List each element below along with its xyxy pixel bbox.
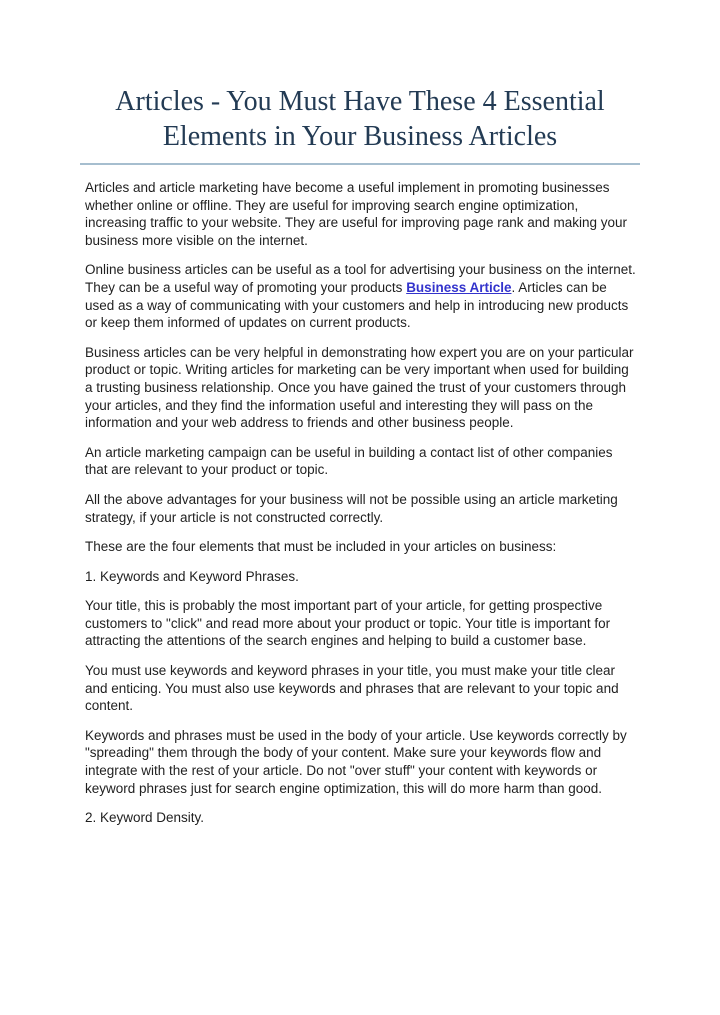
list-item-1-keywords-heading: 1. Keywords and Keyword Phrases. <box>85 568 299 584</box>
paragraph-contact-list: An article marketing campaign can be useful in building a contact list of other companies that are relevant to your product or topic. <box>85 444 613 478</box>
paragraph-keywords-in-title: You must use keywords and keyword phrases in your title, you must make your title clear and enticing. You must also use keywords and phrases that are relevant to your topic and content. <box>85 663 619 714</box>
title-divider <box>80 163 640 165</box>
paragraph-intro: Articles and article marketing have become a useful implement in promoting businesses whether online or offline. They are useful for improving search engine optimization, increasing traffic to your website. They are useful for improving page rank and making your business more visible on the internet. <box>85 180 628 248</box>
page-title: Articles - You Must Have These 4 Essential Elements in Your Business Articles <box>115 86 605 152</box>
article-body <box>85 179 637 827</box>
paragraph-online-articles <box>85 261 637 331</box>
paragraph-online-articles-before-link: Online business articles can be useful as a tool for advertising your business on the internet. They can be a useful way of promoting your products <box>85 262 636 295</box>
paragraph-online-articles-after-link: . Articles can be used as a way of communicating with your customers and help in introducing new products or keep them informed of updates on current products. <box>85 279 629 331</box>
document-page <box>0 84 720 1015</box>
paragraph-demonstrating-expertise: Business articles can be very helpful in demonstrating how expert you are on your particular product or topic. Writing articles for marketing can be very important when used for building a trusting business relationship. Once you have gained the trust of your customers through your articles, and they find the information useful and interesting they will pass on the information and your web address to friends and other business people. <box>85 344 634 431</box>
paragraph-keywords-in-body: Keywords and phrases must be used in the body of your article. Use keywords correctly by "spreading" them through the body of your content. Make sure your keywords flow and integrate with the rest of your article. Do not "over stuff" your content with keywords or keyword phrases just for search engine optimization, this will do more harm than good. <box>85 727 627 796</box>
business-article-link[interactable]: Business Article <box>406 279 512 295</box>
paragraph-four-elements-lead: These are the four elements that must be included in your articles on business: <box>85 539 557 555</box>
paragraph-advantages-caveat: All the above advantages for your business will not be possible using an article marketing strategy, if your article is not constructed correctly. <box>85 491 618 525</box>
list-item-2-keyword-density-heading: 2. Keyword Density. <box>85 810 205 826</box>
paragraph-title-importance: Your title, this is probably the most important part of your article, for getting prospective customers to "click" and read more about your product or topic. Your title is important for attracting the attentions of the search engines and helping to build a customer base. <box>85 598 611 649</box>
